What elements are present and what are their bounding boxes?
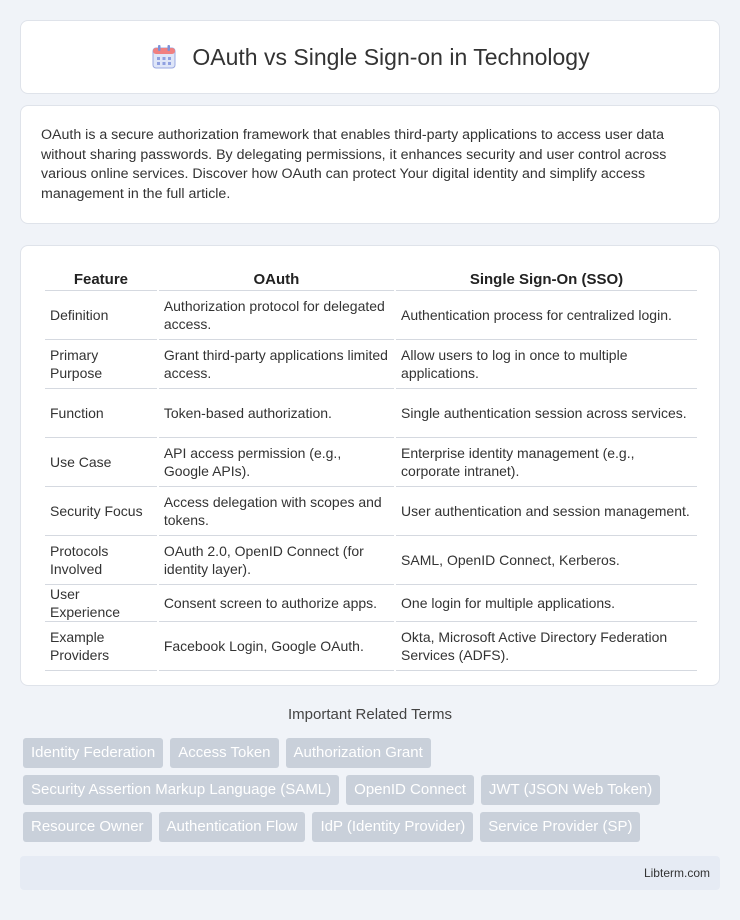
table-row xyxy=(45,536,697,585)
table-row xyxy=(45,438,697,487)
comparison-table-card xyxy=(20,245,720,686)
table-row xyxy=(45,291,697,340)
related-terms xyxy=(23,738,723,849)
row-sso: One login for multiple applications. xyxy=(396,585,697,622)
row-oauth: Token-based authorization. xyxy=(159,389,394,438)
row-feature: Example Providers xyxy=(45,622,157,671)
row-sso: Enterprise identity management (e.g., corporate intranet). xyxy=(396,438,697,487)
row-sso: Single authentication session across services. xyxy=(396,389,697,438)
tag-identity-federation[interactable]: Identity Federation xyxy=(23,738,163,768)
row-feature: Protocols Involved xyxy=(45,536,157,585)
row-sso: Okta, Microsoft Active Directory Federation Services (ADFS). xyxy=(396,622,697,671)
row-oauth: Consent screen to authorize apps. xyxy=(159,585,394,622)
footer-site-link[interactable]: Libterm.com xyxy=(643,866,710,880)
table-row xyxy=(45,340,697,389)
comparison-table xyxy=(43,264,699,671)
header-sso: Single Sign-On (SSO) xyxy=(396,264,697,291)
row-oauth: OAuth 2.0, OpenID Connect (for identity layer). xyxy=(159,536,394,585)
tag-resource-owner[interactable]: Resource Owner xyxy=(23,812,152,842)
footer xyxy=(20,856,720,890)
tag-jwt[interactable]: JWT (JSON Web Token) xyxy=(481,775,660,805)
header-oauth: OAuth xyxy=(159,264,394,291)
row-feature: Security Focus xyxy=(45,487,157,536)
row-feature: Function xyxy=(45,389,157,438)
row-sso: SAML, OpenID Connect, Kerberos. xyxy=(396,536,697,585)
intro-text: OAuth is a secure authorization framework that enables third-party applications to access user data without sharing passwords. By delegating permissions, it enhances security and user control across various online services. Discover how OAuth can protect Your digital identity and simplify access management in the full article. xyxy=(41,127,667,202)
tag-authentication-flow[interactable]: Authentication Flow xyxy=(159,812,306,842)
table-row xyxy=(45,389,697,438)
row-oauth: Facebook Login, Google OAuth. xyxy=(159,622,394,671)
row-feature: Use Case xyxy=(45,438,157,487)
row-feature: Definition xyxy=(45,291,157,340)
header-feature: Feature xyxy=(45,264,157,291)
row-sso: User authentication and session management. xyxy=(396,487,697,536)
tag-idp[interactable]: IdP (Identity Provider) xyxy=(312,812,473,842)
calendar-icon xyxy=(150,44,178,70)
table-row xyxy=(45,622,697,671)
row-feature: Primary Purpose xyxy=(45,340,157,389)
table-header-row xyxy=(45,264,697,291)
table-row xyxy=(45,487,697,536)
row-oauth: Grant third-party applications limited access. xyxy=(159,340,394,389)
related-terms-title: Important Related Terms xyxy=(288,706,452,723)
page-title: OAuth vs Single Sign-on in Technology xyxy=(192,43,590,70)
tag-authorization-grant[interactable]: Authorization Grant xyxy=(286,738,431,768)
tag-service-provider[interactable]: Service Provider (SP) xyxy=(480,812,640,842)
tag-access-token[interactable]: Access Token xyxy=(170,738,278,768)
tag-saml[interactable]: Security Assertion Markup Language (SAML) xyxy=(23,775,339,805)
tag-row xyxy=(23,738,723,775)
tag-row xyxy=(23,812,723,849)
header-card xyxy=(20,20,720,94)
tag-row xyxy=(23,775,723,812)
intro-card xyxy=(20,105,720,224)
row-oauth: Authorization protocol for delegated access. xyxy=(159,291,394,340)
row-sso: Allow users to log in once to multiple applications. xyxy=(396,340,697,389)
tag-openid-connect[interactable]: OpenID Connect xyxy=(346,775,474,805)
row-feature: User Experience xyxy=(45,585,157,622)
row-oauth: API access permission (e.g., Google APIs). xyxy=(159,438,394,487)
row-oauth: Access delegation with scopes and tokens. xyxy=(159,487,394,536)
row-sso: Authentication process for centralized login. xyxy=(396,291,697,340)
table-row xyxy=(45,585,697,622)
